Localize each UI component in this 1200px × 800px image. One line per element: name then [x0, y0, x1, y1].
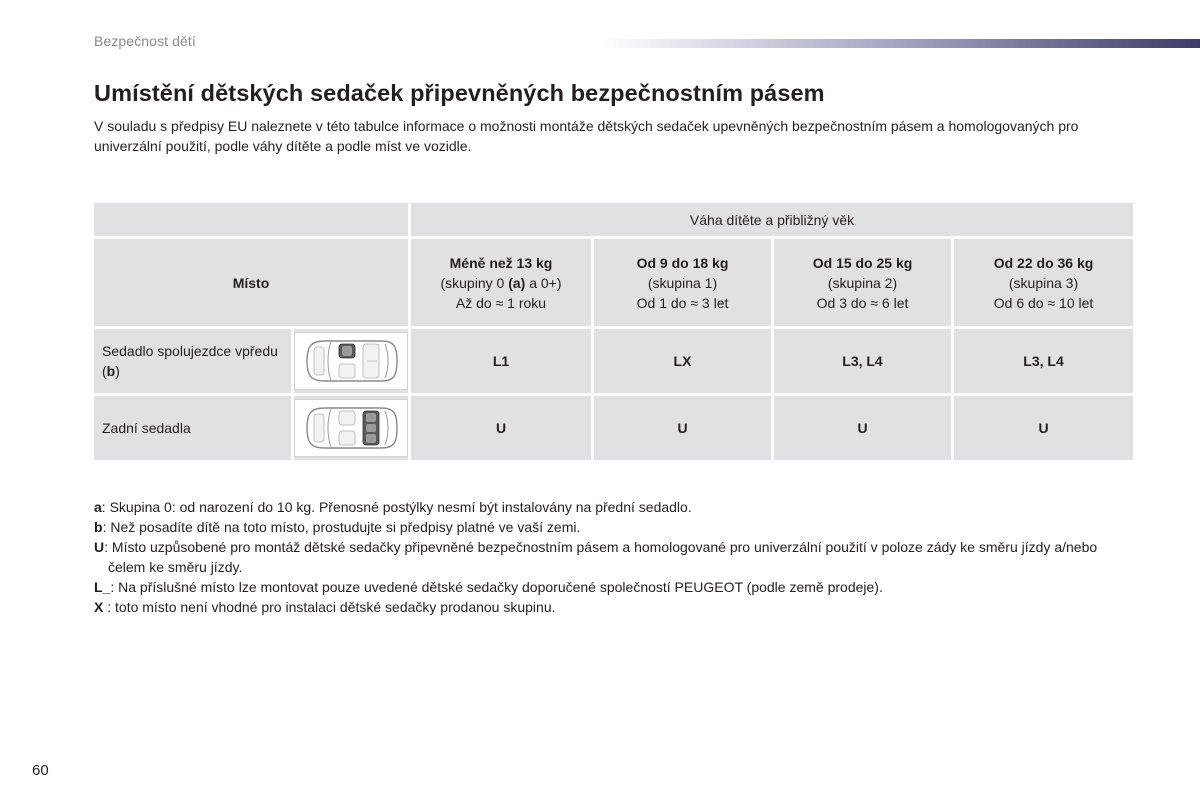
group-label — [411, 273, 591, 293]
group-age: Od 1 do ≈ 3 let — [636, 294, 729, 311]
group-label: (skupina 3) — [1008, 274, 1079, 291]
group-age: Až do ≈ 1 roku — [455, 294, 547, 311]
place-header: Místo — [94, 239, 408, 326]
legend-key: X — [94, 599, 104, 615]
table-corner-empty — [94, 203, 408, 236]
seat-place-text: Sedadlo spolujezdce vpředu ( — [102, 343, 278, 379]
legend-key: a — [94, 499, 102, 515]
seat-value-cell: L3, L4 — [774, 329, 951, 393]
page-number: 60 — [32, 762, 49, 779]
table-row — [94, 329, 1133, 393]
group-weight: Méně než 13 kg — [449, 254, 553, 271]
group-label-text: (skupiny 0 — [440, 274, 509, 291]
intro-paragraph: V souladu s předpisy EU naleznete v této tabulce informace o možnosti montáže dětských sedaček upevněných bezpečnostním pásem a homologovaných pro univerzální použití, podle váhy dítěte a podle míst ve vozidle. — [94, 118, 1079, 154]
section-header: Bezpečnost dětí — [94, 33, 196, 49]
legend-text: : toto místo není vhodné pro instalaci dětské sedačky prodanou skupinu. — [103, 599, 556, 615]
legend-note — [94, 517, 1134, 537]
header-decorative-bar — [600, 39, 1200, 48]
group-weight: Od 22 do 36 kg — [993, 254, 1094, 271]
seat-value-cell: LX — [594, 329, 771, 393]
seat-value-cell: U — [594, 396, 771, 460]
legend-key: U — [94, 539, 105, 555]
group-label-ref: (a) — [508, 274, 526, 291]
legend-note — [94, 597, 1134, 617]
group-weight: Od 9 do 18 kg — [636, 254, 729, 271]
group-header — [774, 239, 951, 326]
legend-note — [94, 577, 1134, 597]
legend-text: : Skupina 0: od narození do 10 kg. Přenosné postýlky nesmí být instalovány na přední sedadlo. — [101, 499, 692, 515]
group-age: Od 3 do ≈ 6 let — [816, 294, 909, 311]
seat-place-label: Zadní sedadla — [94, 396, 291, 460]
seat-place-text-end: ) — [115, 363, 120, 379]
group-header — [594, 239, 771, 326]
car-top-view-front-passenger-highlighted-icon — [301, 336, 401, 386]
legend-key: b — [94, 519, 103, 535]
seat-value-cell: U — [411, 396, 591, 460]
seat-value-cell: L3, L4 — [954, 329, 1133, 393]
child-seat-table-container — [94, 203, 1129, 460]
seat-place-label — [94, 329, 291, 393]
seat-diagram-cell — [294, 329, 408, 393]
legend-note — [94, 497, 1134, 517]
legend-notes — [94, 497, 1134, 617]
seat-diagram-cell — [294, 396, 408, 460]
group-header — [954, 239, 1133, 326]
seat-value-cell: L1 — [411, 329, 591, 393]
legend-text: : Místo uzpůsobené pro montáž dětské sedačky připevněné bezpečnostním pásem a homologované pro univerzální použití v poloze zády ke směru jízdy a/nebo čelem ke směru jízdy. — [104, 539, 1098, 575]
table-row — [94, 396, 1133, 460]
legend-key: L_ — [94, 579, 111, 595]
group-age: Od 6 do ≈ 10 let — [993, 294, 1094, 311]
seat-value-cell: U — [954, 396, 1133, 460]
car-top-view-rear-seats-highlighted-icon — [301, 403, 401, 453]
legend-text: : Na příslušné místo lze montovat pouze uvedené dětské sedačky doporučené společností PEUGEOT (podle země prodeje). — [110, 579, 883, 595]
group-label: (skupina 1) — [647, 274, 718, 291]
group-weight: Od 15 do 25 kg — [812, 254, 913, 271]
page-title: Umístění dětských sedaček připevněných bezpečnostním pásem — [94, 80, 825, 106]
group-label: (skupina 2) — [827, 274, 898, 291]
legend-text: : Než posadíte dítě na toto místo, prostudujte si předpisy platné ve vaší zemi. — [102, 519, 581, 535]
weight-age-header: Váha dítěte a přibližný věk — [411, 203, 1133, 236]
seat-place-ref: b — [106, 363, 116, 379]
group-label-text-end: a 0+) — [525, 274, 562, 291]
legend-note — [94, 537, 1134, 577]
child-seat-table — [91, 200, 1136, 463]
group-header — [411, 239, 591, 326]
seat-value-cell: U — [774, 396, 951, 460]
